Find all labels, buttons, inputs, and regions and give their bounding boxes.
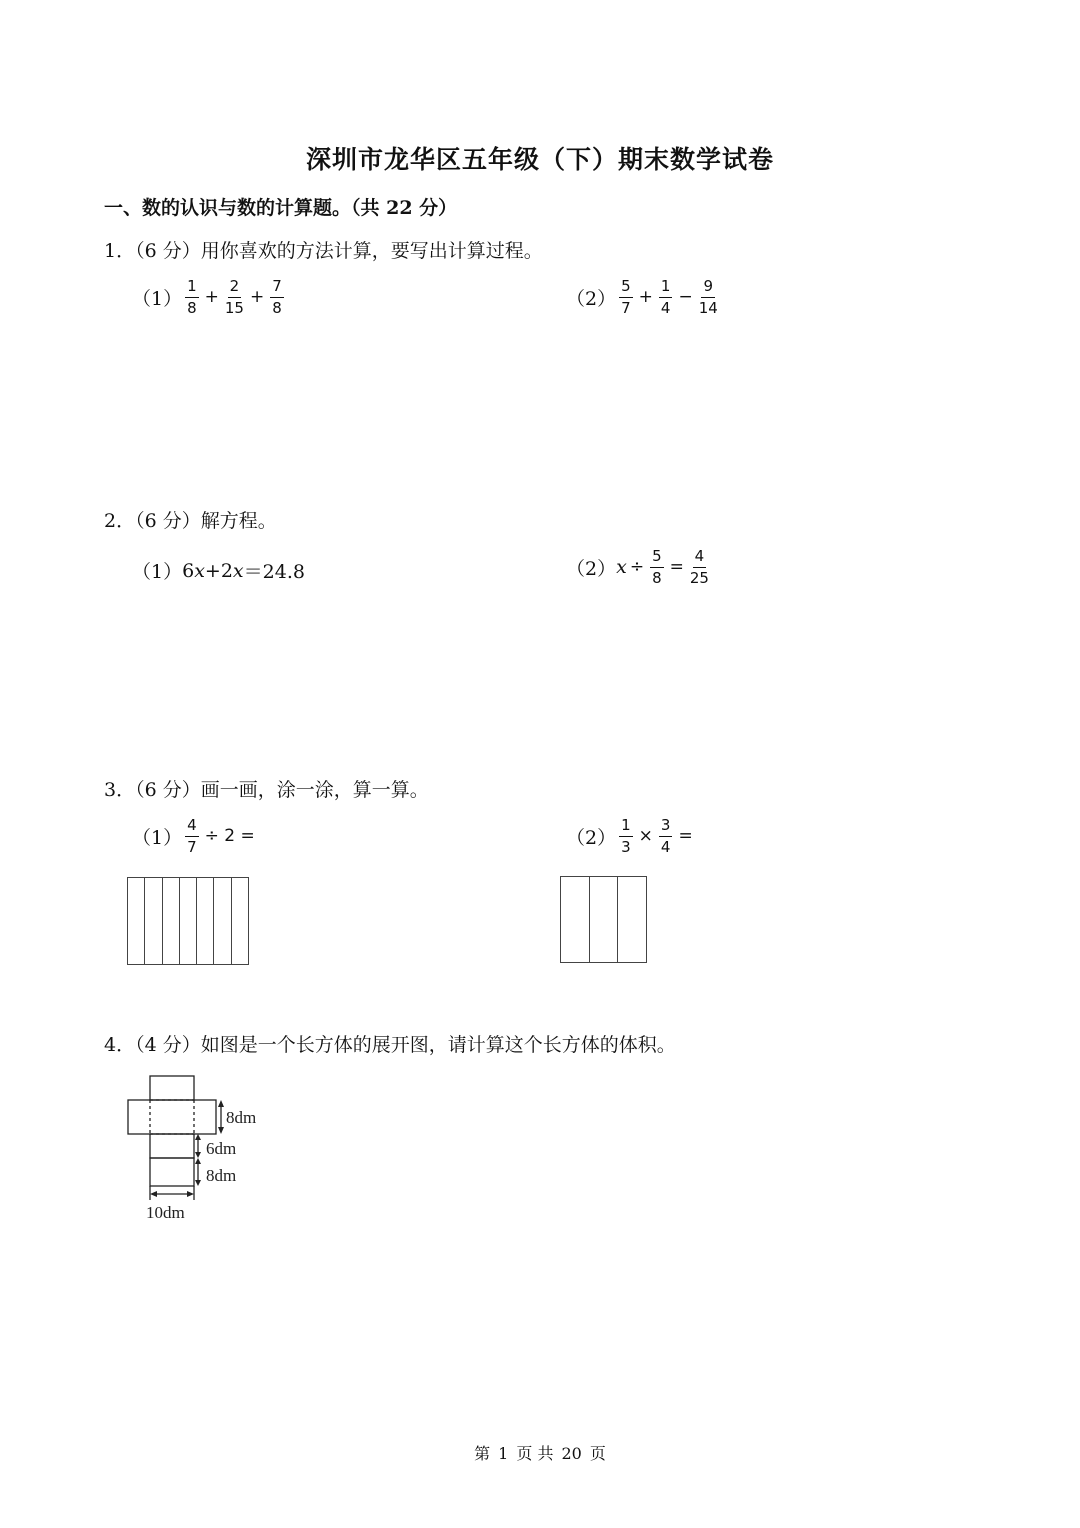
denominator: 4 bbox=[660, 298, 671, 317]
operator: − bbox=[678, 287, 693, 307]
arrowhead bbox=[187, 1191, 194, 1197]
net-face bbox=[128, 1100, 216, 1134]
fraction bbox=[270, 278, 284, 316]
operator: × bbox=[638, 826, 653, 846]
arrowhead bbox=[218, 1100, 224, 1107]
denominator: 8 bbox=[652, 568, 662, 587]
three-strip-rectangle bbox=[560, 876, 647, 963]
expression-rest: ÷ 2 = bbox=[204, 826, 255, 846]
fraction bbox=[225, 278, 244, 316]
fraction bbox=[690, 548, 709, 586]
question-2-stem: 2．（6 分）解方程。 bbox=[104, 510, 277, 532]
cuboid-net-diagram bbox=[120, 1070, 290, 1230]
numerator: 1 bbox=[185, 278, 199, 298]
page-footer bbox=[0, 1441, 1080, 1464]
part-label: （1） bbox=[132, 287, 183, 310]
part-label: （1） bbox=[132, 561, 183, 583]
denominator: 8 bbox=[272, 298, 282, 317]
question-1-part-2 bbox=[566, 278, 721, 316]
part-label: （2） bbox=[566, 826, 617, 849]
denominator: 7 bbox=[187, 837, 197, 856]
part-label: （2） bbox=[566, 287, 617, 310]
question-3-part-1 bbox=[132, 817, 258, 855]
question-2-part-1 bbox=[132, 557, 305, 584]
part-label: （2） bbox=[566, 557, 617, 580]
dimension-label: 6dm bbox=[206, 1139, 237, 1158]
question-3-stem: 3．（6 分）画一画，涂一涂，算一算。 bbox=[104, 779, 429, 801]
fraction bbox=[659, 817, 673, 855]
numerator: 4 bbox=[693, 548, 707, 568]
numerator: 4 bbox=[185, 817, 199, 837]
denominator: 3 bbox=[621, 837, 631, 856]
section-heading: 一、数的认识与数的计算题。（共 22 分） bbox=[104, 197, 458, 219]
arrowhead bbox=[195, 1134, 201, 1140]
grid-strip bbox=[590, 877, 619, 962]
grid-strip bbox=[128, 878, 145, 964]
net-face bbox=[150, 1134, 194, 1158]
question-1-part-1 bbox=[132, 278, 287, 316]
numerator: 9 bbox=[701, 278, 715, 298]
denominator: 15 bbox=[224, 298, 244, 317]
net-face bbox=[150, 1076, 194, 1100]
net-face bbox=[150, 1158, 194, 1186]
operator: + bbox=[204, 287, 219, 307]
numerator: 3 bbox=[659, 817, 673, 837]
operator: + bbox=[638, 287, 653, 307]
grid-strip bbox=[197, 878, 214, 964]
grid-strip bbox=[163, 878, 180, 964]
fraction bbox=[185, 278, 199, 316]
page-title: 深圳市龙华区五年级（下）期末数学试卷 bbox=[305, 145, 774, 174]
fraction bbox=[659, 278, 673, 316]
equation-text: +2 bbox=[204, 559, 233, 582]
arrowhead bbox=[150, 1191, 157, 1197]
numerator: 1 bbox=[619, 817, 633, 837]
grid-strip bbox=[561, 877, 590, 962]
grid-strip bbox=[145, 878, 162, 964]
grid-strip bbox=[232, 878, 248, 964]
variable-x: x bbox=[194, 559, 205, 582]
grid-strip bbox=[214, 878, 231, 964]
denominator: 4 bbox=[660, 837, 671, 856]
question-1-stem: 1．（6 分）用你喜欢的方法计算，要写出计算过程。 bbox=[104, 240, 543, 262]
numerator: 2 bbox=[228, 278, 242, 298]
numerator: 7 bbox=[270, 278, 284, 298]
denominator: 25 bbox=[689, 568, 709, 587]
arrowhead bbox=[195, 1152, 201, 1158]
page-total: 20 bbox=[561, 1444, 582, 1463]
denominator: 7 bbox=[621, 298, 631, 317]
fraction bbox=[619, 817, 633, 855]
numerator: 5 bbox=[650, 548, 664, 568]
denominator: 14 bbox=[698, 298, 718, 317]
numerator: 5 bbox=[619, 278, 633, 298]
equation-text: 6 bbox=[182, 559, 195, 582]
fraction bbox=[185, 817, 199, 855]
question-4-stem: 4．（4 分）如图是一个长方体的展开图，请计算这个长方体的体积。 bbox=[104, 1034, 676, 1056]
operator: ÷ bbox=[629, 557, 645, 577]
question-2-part-2 bbox=[566, 548, 712, 586]
variable-x: x bbox=[232, 559, 244, 582]
numerator: 1 bbox=[659, 278, 673, 298]
dimension-label: 8dm bbox=[226, 1108, 257, 1127]
operator: = bbox=[678, 826, 693, 846]
operator: = bbox=[669, 557, 684, 577]
fraction bbox=[619, 278, 633, 316]
part-label: （1） bbox=[132, 826, 183, 849]
fraction bbox=[699, 278, 718, 316]
grid-strip bbox=[180, 878, 197, 964]
footer-text: 页 共 bbox=[516, 1444, 554, 1463]
grid-strip bbox=[618, 877, 646, 962]
arrowhead bbox=[195, 1180, 201, 1186]
arrowhead bbox=[195, 1158, 201, 1164]
footer-text: 页 bbox=[589, 1444, 606, 1463]
footer-text: 第 bbox=[474, 1444, 491, 1463]
question-3-part-2 bbox=[566, 817, 696, 855]
operator: + bbox=[249, 287, 265, 307]
dimension-label: 8dm bbox=[206, 1166, 237, 1185]
fraction bbox=[650, 548, 664, 586]
equation-text: ＝24.8 bbox=[243, 561, 305, 583]
arrowhead bbox=[218, 1127, 224, 1134]
denominator: 8 bbox=[187, 298, 197, 317]
page-number: 1 bbox=[498, 1444, 509, 1463]
dimension-label: 10dm bbox=[146, 1203, 185, 1222]
seven-strip-rectangle bbox=[127, 877, 249, 965]
variable-x: x bbox=[616, 556, 627, 578]
